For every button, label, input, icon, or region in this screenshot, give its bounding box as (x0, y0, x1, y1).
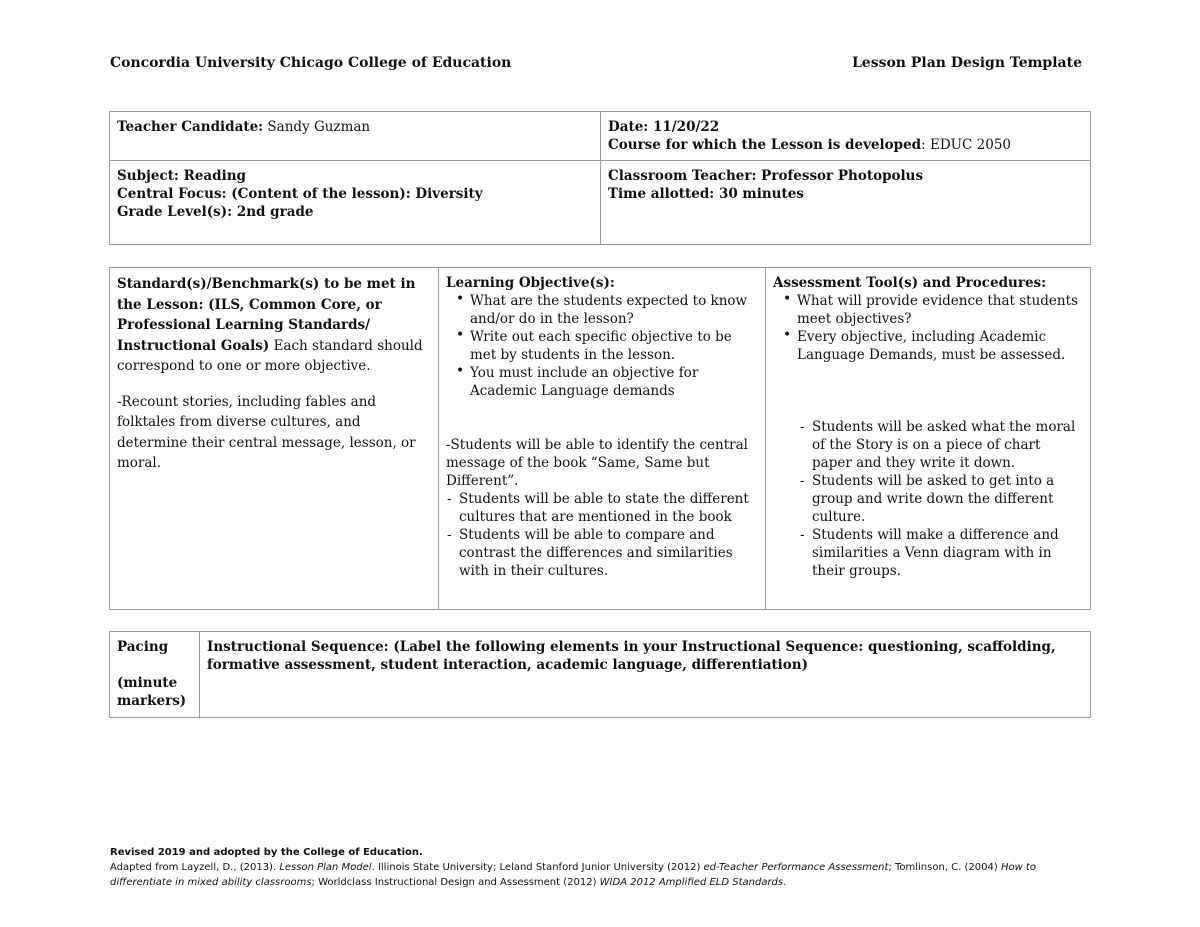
course-label: Course for which the Lesson is developed (608, 137, 922, 153)
pacing-sub: (minute markers) (117, 675, 187, 709)
list-item: • Write out each specific objective to be met by students in the lesson. (470, 328, 758, 364)
teacher-candidate-value: Sandy Guzman (263, 119, 371, 135)
time-allotted-text: Time allotted: 30 minutes (608, 186, 804, 202)
sequence-cell (200, 632, 1091, 718)
central-focus-text: Central Focus: (Content of the lesson): Diversity (117, 186, 483, 202)
lesson-info-table (109, 111, 1091, 245)
list-item: - Students will make a difference and similarities a Venn diagram with in their groups. (812, 526, 1083, 580)
revised-note: Revised 2019 and adopted by the College of Education. (110, 847, 423, 858)
list-item: - Students will be asked to get into a group and write down the different culture. (812, 472, 1083, 526)
list-item: - Students will be asked what the moral of the Story is on a piece of chart paper and they write it down. (812, 418, 1083, 472)
list-item: • What are the students expected to know and/or do in the lesson? (470, 292, 758, 328)
subject-text: Subject: Reading (117, 168, 246, 184)
objectives-heading: Learning Objective(s): (446, 275, 615, 291)
list-item: • What will provide evidence that students meet objectives? (797, 292, 1083, 328)
teacher-candidate-label: Teacher Candidate: (117, 119, 264, 135)
standards-cell (110, 268, 439, 610)
objectives-list (446, 490, 758, 580)
standards-content: -Recount stories, including fables and folktales from diverse cultures, and determine their central message, lesson, or moral. (117, 393, 416, 471)
classroom-teacher-cell (601, 161, 1091, 245)
list-item: • You must include an objective for Academic Language demands (470, 364, 758, 400)
adapted-from-note: Adapted from Layzell, D., (2013). Lesson Plan Model. Illinois State University; Leland Stanford Junior University (2012) ed-Teacher Performance Assessment; Tomlinson, C. (2004) How to differentiate in mixed ability classrooms; Worldclass Instructional Design and Assessment (2012) WIDA 2012 Amplified ELD Standards. (110, 862, 1036, 888)
list-item: • Every objective, including Academic Language Demands, must be assessed. (797, 328, 1083, 364)
pacing-cell (110, 632, 200, 718)
list-item: - Students will be able to compare and contrast the differences and similarities with in their cultures. (459, 526, 758, 580)
header-template-title: Lesson Plan Design Template (851, 55, 1082, 71)
standards-note: Each standard should correspond to one or more objective. (117, 337, 423, 374)
classroom-teacher-text: Classroom Teacher: Professor Photopolus (608, 168, 924, 184)
assessment-prompts (773, 292, 1083, 364)
assessment-heading: Assessment Tool(s) and Procedures: (773, 275, 1047, 291)
objective-intro: -Students will be able to identify the central message of the book “Same, Same but Different”. (446, 437, 748, 489)
pacing-label: Pacing (117, 639, 169, 655)
assessment-cell (766, 268, 1091, 610)
teacher-candidate-cell (110, 112, 601, 161)
course-value: : EDUC 2050 (921, 137, 1011, 153)
date-label: Date: 11/20/22 (608, 119, 720, 135)
sequence-heading: Instructional Sequence: (Label the following elements in your Instructional Sequence: questioning, scaffolding, formative assessment, student interaction, academic language, differentiation) (207, 639, 1056, 673)
instructional-sequence-table (109, 631, 1091, 718)
date-course-cell (601, 112, 1091, 161)
objectives-prompts (446, 292, 758, 400)
header-college: Concordia University Chicago College of Education (110, 55, 512, 71)
standards-heading: Standard(s)/Benchmark(s) to be met in the Lesson: (ILS, Common Core, or Professional Learning Standards/ Instructional Goals) (117, 276, 416, 354)
objectives-table (109, 267, 1091, 610)
assessment-list (773, 418, 1083, 580)
subject-cell (110, 161, 601, 245)
list-item: - Students will be able to state the different cultures that are mentioned in the book (459, 490, 758, 526)
learning-objectives-cell (439, 268, 766, 610)
grade-level-text: Grade Level(s): 2nd grade (117, 204, 314, 220)
